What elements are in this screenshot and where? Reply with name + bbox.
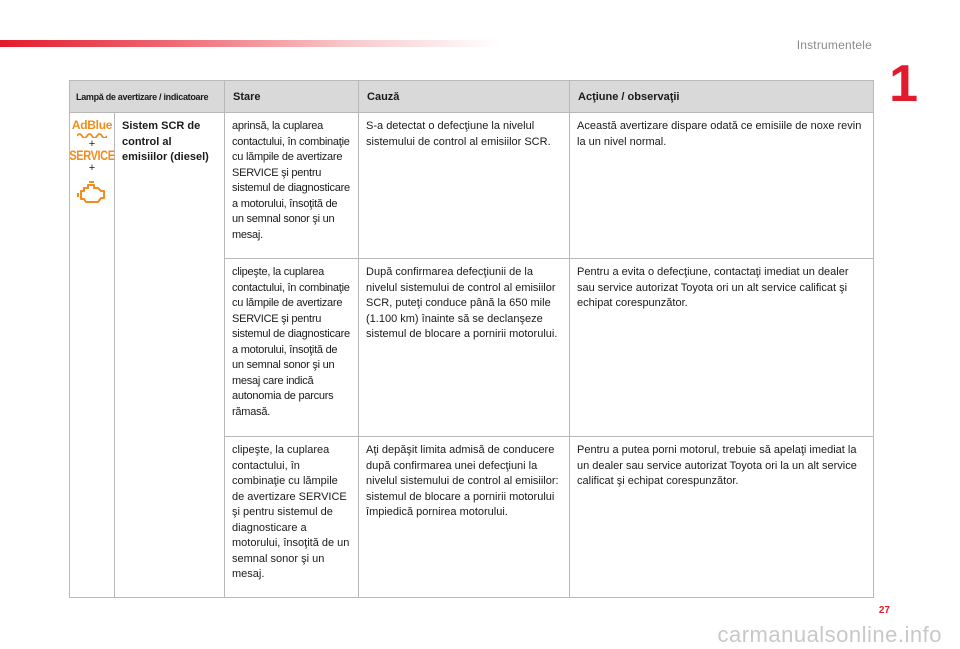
lamp-icon-stack — [69, 118, 115, 206]
action-cell: Pentru a evita o defecţiune, contactaţi imediat un dealer sau service autorizat Toyota ori un alt service calificat şi echipat corespunzător. — [570, 259, 874, 437]
adblue-icon: AdBlue — [71, 118, 113, 132]
chapter-number: 1 — [889, 55, 918, 113]
lamp-icons-cell — [70, 113, 115, 598]
action-cell: Această avertizare dispare odată ce emisiile de noxe revin la un nivel normal. — [570, 113, 874, 259]
state-cell: clipeşte, la cuplarea contactului, în combinaţie cu lămpile de avertizare SERVICE şi pentru sistemul de diagnosticare a motorului, însoţită de un semnal sonor şi un mesaj care indică autonomia de parcurs rămasă. — [225, 259, 359, 437]
state-cell: clipeşte, la cuplarea contactului, în combinaţie cu lămpile de avertizare SERVICE şi pentru sistemul de diagnosticare a motorului, însoţită de un semnal sonor şi un mesaj. — [225, 437, 359, 598]
engine-check-icon — [77, 180, 107, 206]
section-title: Instrumentele — [796, 38, 872, 52]
system-name-cell: Sistem SCR de control al emisiilor (diesel) — [115, 113, 225, 598]
table-header-row — [70, 81, 874, 113]
service-icon: SERVICE — [69, 148, 115, 164]
header-accent-bar — [0, 40, 500, 47]
cause-cell: Aţi depăşit limita admisă de conducere după confirmarea unei defecţiuni la nivelul sistemului de control al emisiilor: sistemul de blocare a pornirii motorului împiedică pornirea motorului. — [359, 437, 570, 598]
column-header-lamp: Lampă de avertizare / indicatoare — [70, 81, 225, 113]
column-header-action: Acţiune / observaţii — [570, 81, 874, 113]
plus-sign: + — [88, 138, 96, 150]
warning-lamp-table — [69, 80, 874, 598]
column-header-cause: Cauză — [359, 81, 570, 113]
cause-cell: S-a detectat o defecţiune la nivelul sistemului de control al emisiilor SCR. — [359, 113, 570, 259]
state-cell: aprinsă, la cuplarea contactului, în combinaţie cu lămpile de avertizare SERVICE şi pentru sistemul de diagnosticare a motorului, însoţită de un semnal sonor şi un mesaj. — [225, 113, 359, 259]
action-cell: Pentru a putea porni motorul, trebuie să apelaţi imediat la un dealer sau service autorizat Toyota ori la un alt service calificat şi echipat corespunzător. — [570, 437, 874, 598]
watermark: carmanualsonline.info — [717, 622, 942, 647]
page-number: 27 — [878, 605, 890, 616]
column-header-state: Stare — [225, 81, 359, 113]
cause-cell: După confirmarea defecţiunii de la nivelul sistemului de control al emisiilor SCR, puteţi conduce până la 650 mile (1.100 km) înainte să se declanşeze sistemul de blocare a pornirii motorului. — [359, 259, 570, 437]
table-row — [70, 113, 874, 259]
plus-sign: + — [88, 162, 96, 174]
